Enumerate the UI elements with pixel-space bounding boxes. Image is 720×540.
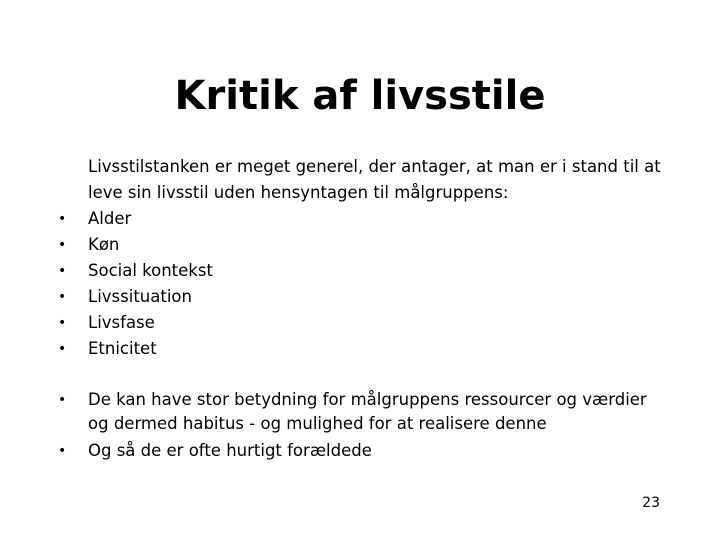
bullet-icon: •: [58, 315, 67, 331]
point-list: [56, 388, 666, 463]
bullet-icon: •: [58, 263, 67, 279]
list-item: • Alder: [56, 206, 666, 232]
intro-text: Livsstilstanken er meget generel, der antager, at man er i stand til at leve sin livsstil uden hensyntagen til målgruppens:: [88, 157, 661, 202]
page-number: 23: [642, 495, 660, 511]
bullet-icon: •: [58, 211, 67, 227]
slide-body: [56, 154, 666, 466]
list-item: • Livsfase: [56, 310, 666, 336]
bullet-icon: •: [58, 443, 67, 459]
list-item: • Og så de er ofte hurtigt forældede: [56, 439, 666, 463]
list-item: • Social kontekst: [56, 258, 666, 284]
list-item: • Livssituation: [56, 284, 666, 310]
bullet-icon: •: [58, 289, 67, 305]
bullet-icon: •: [58, 237, 67, 253]
factor-list: [56, 206, 666, 362]
list-item: • Køn: [56, 232, 666, 258]
list-item: • Etnicitet: [56, 336, 666, 362]
bullet-icon: •: [58, 392, 67, 408]
bullet-icon: •: [58, 341, 67, 357]
slide-title: Kritik af livsstile: [174, 73, 546, 119]
list-item: • De kan have stor betydning for målgruppens ressourcer og værdier og dermed habitus - og mulighed for at realisere denne: [58, 390, 647, 433]
